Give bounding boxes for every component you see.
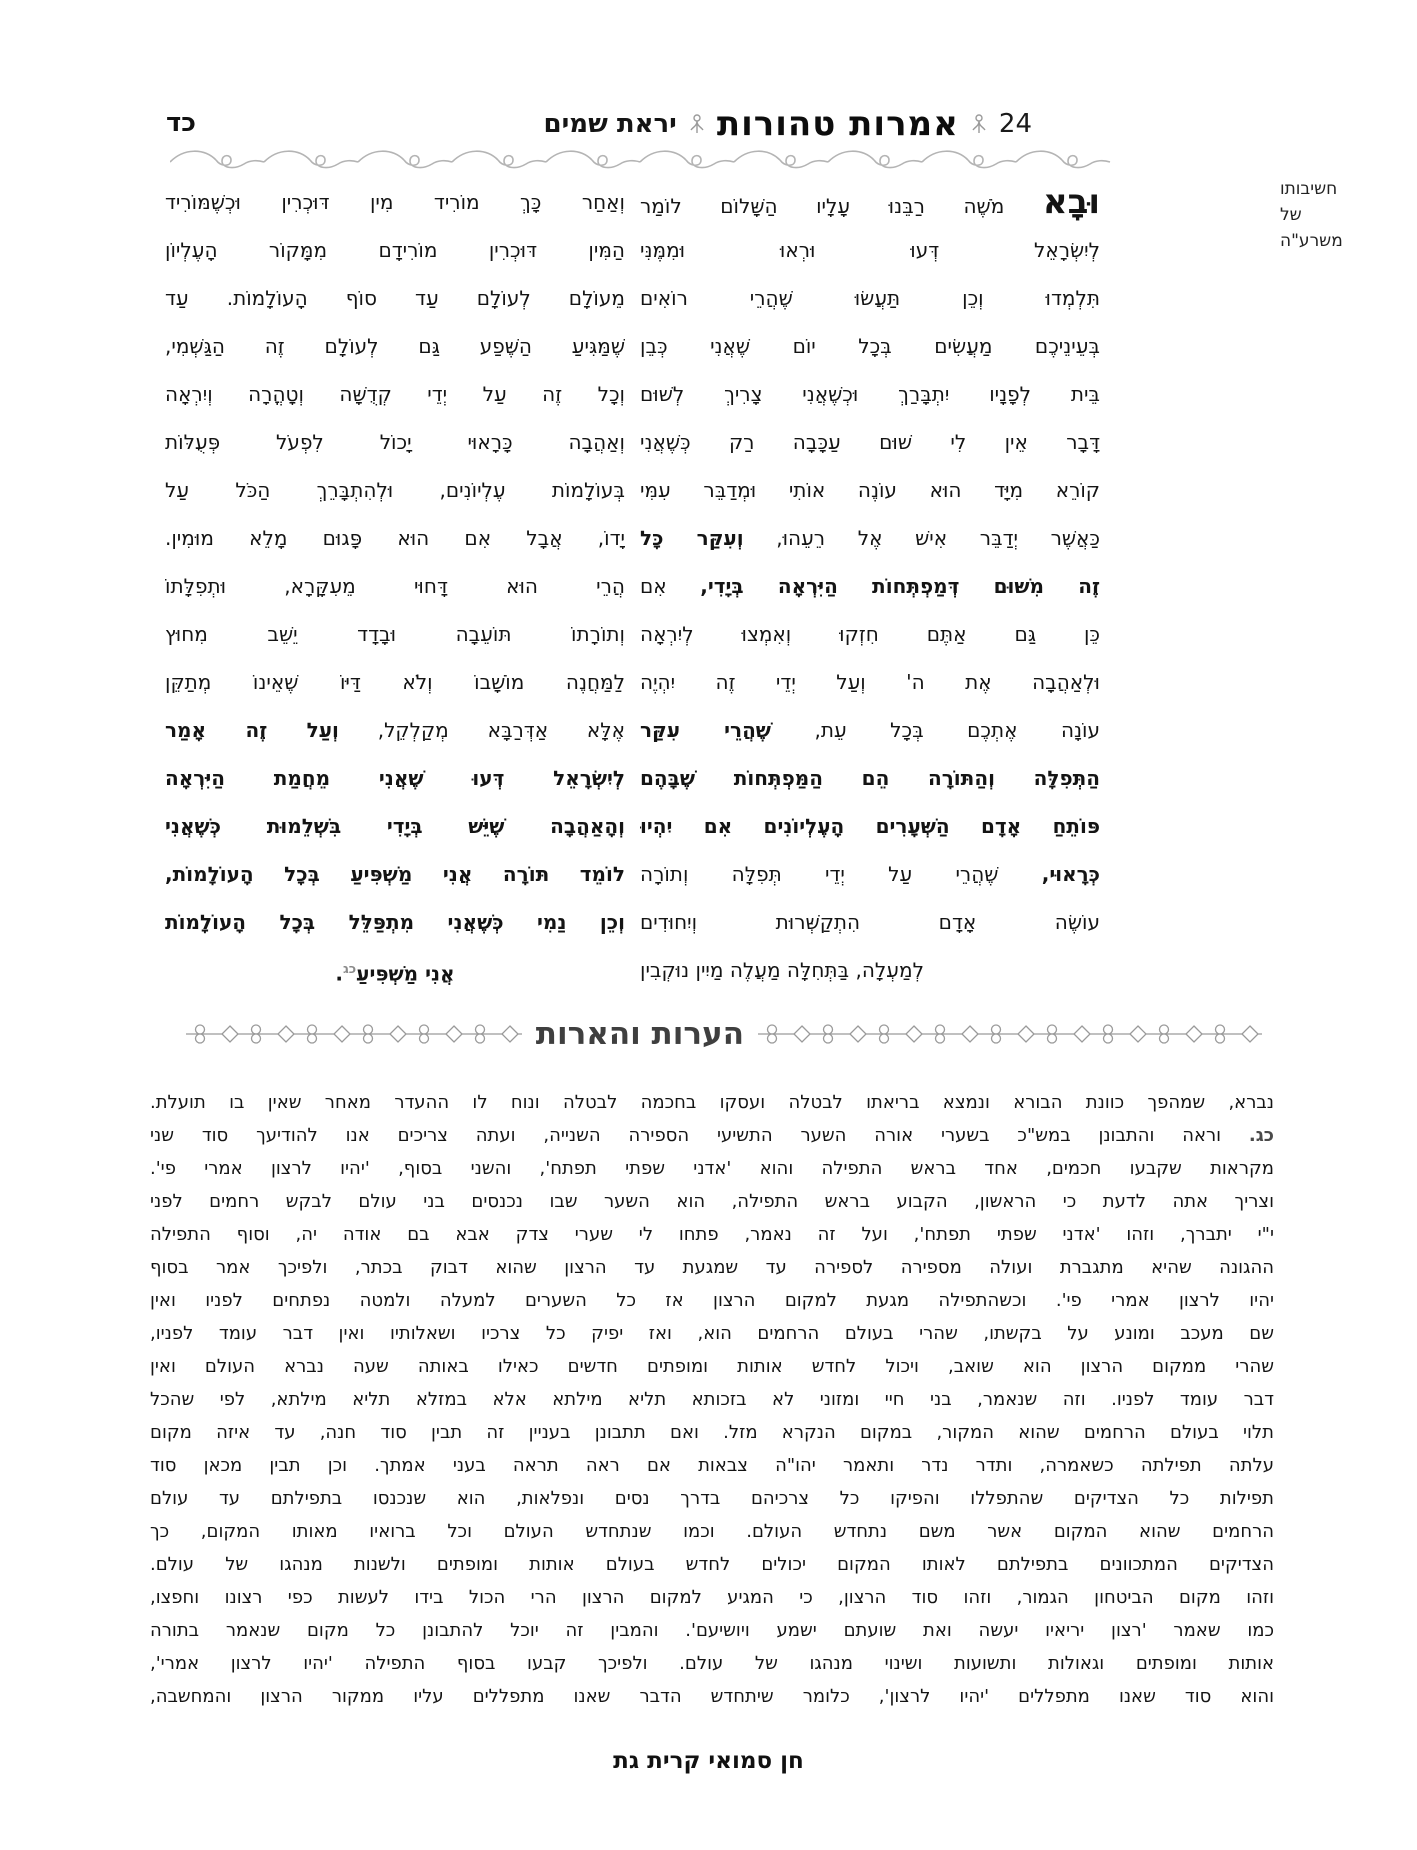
text-line: לוֹמֵד תּוֹרָה אֲנִי מַשְׁפִּיעַ בְּכָל הָעוֹלָמוֹת, bbox=[165, 862, 625, 886]
text-line: בְּעֵינֵיכֶם מַעֲשִׂים בְּכָל יוֹם שֶׁאֲנִי כְּבֵן bbox=[640, 334, 1100, 358]
text-line: שֶׁמַּגִּיעַ הַשֶּׁפַע גַּם לְעוֹלָם זֶה הַגַּשְׁמִי, bbox=[165, 334, 625, 358]
text-line: כמו שאמר 'רצון יריאיו יעשה ואת שועתם ישמע ויושיעם'. והמבין זה יוכל להתבונן כל מקום שנאמר בתורה bbox=[150, 1620, 1274, 1641]
text-line: פּוֹתֵחַ אָדָם הַשְּׁעָרִים הָעֶלְיוֹנִים אִם יִהְיוּ bbox=[640, 814, 1100, 838]
text-line: עוֹנָה אֶתְכֶם בְּכָל עֵת, שֶׁהֲרֵי עִקַּר bbox=[640, 718, 1100, 742]
text-line: וְכֵן נַמִי כְּשֶׁאֲנִי מִתְפַּלֵּל בְּכָל הָעוֹלָמוֹת bbox=[165, 910, 625, 934]
text-line: יָדוֹ, אֲבָל אִם הוּא פָּגוּם מָלֵא מוּמִין. bbox=[165, 526, 625, 550]
text-line: משרע"ה bbox=[1280, 231, 1343, 251]
text-line: אותות ומופתים וגאולות ותשועות ושינוי מנהגו של עולם. ולפיכך קבעו בסוף התפילה 'יהיו לרצון אמרי', bbox=[150, 1653, 1274, 1674]
main-column-right bbox=[640, 178, 1100, 998]
text-line: וצריך אתה לדעת כי הראשון, הקבוע בראש התפילה, הוא השער שבו נכנסים בני עולם לבקש רחמים לפני bbox=[150, 1191, 1274, 1212]
text-line: מקראות שקבעו חכמים, אחד בראש התפילה והוא 'אדני שפתי תפתח', והשני בסוף, 'יהיו לרצון אמרי פי'. bbox=[150, 1158, 1274, 1179]
header-flourish-divider bbox=[170, 146, 1115, 174]
text-line: וְאַהֲבָה כָּרָאוּי יָכוֹל לִפְעֹל פְּעֻלּוֹת bbox=[165, 430, 625, 454]
header-fleuron-icon bbox=[689, 113, 705, 135]
chain-ornament-left bbox=[186, 1021, 522, 1047]
text-line: כְּרָאוּי, שֶׁהֲרֵי עַל יְדֵי תְּפִלָּה וְתוֹרָה bbox=[640, 862, 1100, 886]
text-line: כֵּן גַּם אַתֶּם חִזְקוּ וְאִמְצוּ לְיִרְאָה bbox=[640, 622, 1100, 646]
text-line: מֵעוֹלָם לְעוֹלָם עַד סוֹף הָעוֹלָמוֹת. עַד bbox=[165, 286, 625, 310]
text-line: בְּעוֹלָמוֹת עֶלְיוֹנִים, וּלְהִתְבָּרֵךְ הַכֹּל עַל bbox=[165, 478, 625, 502]
page-footer: חן סמואי קרית גת bbox=[613, 1748, 804, 1774]
book-title: אמרות טהורות bbox=[716, 104, 959, 144]
text-line: הצדיקים המתכוונים בתפילתם לאותו המקום יכולים לחדש בעולם אותות ומופתים ולשנות מנהגו של עולם. bbox=[150, 1554, 1274, 1575]
margin-note bbox=[1280, 176, 1376, 254]
section-title: יראת שמים bbox=[543, 109, 677, 139]
text-line: יהיו לרצון אמרי פי'. וכשהתפילה מגעת למקום הרצון אז כל השערים למעלה ולמטה נפתחים לפניו ואין bbox=[150, 1290, 1274, 1311]
text-line: הֲרֵי הוּא דָּחוּי מֵעִקָּרָא, וּתְפִלָּתוֹ bbox=[165, 574, 625, 598]
text-line: עלתה תפילתה כשאמרה, ותדר נדר ותאמר יהו"ה צבאות אם ראה תראה בעני אמתך. וכן תבין מכאן סוד bbox=[150, 1455, 1274, 1476]
text-line: שהרי ממקום הרצון הוא שואב, ויכול לחדש אותות ומופתים חדשים כאילו באותה שעה נברא העולם ואין bbox=[150, 1356, 1274, 1377]
text-line: הַתְּפִלָּה וְהַתּוֹרָה הֵם הַמַּפְתְּחוֹת שֶׁבָּהֶם bbox=[640, 766, 1100, 790]
text-line: תִּלְמְדוּ וְכֵן תַּעֲשׂוּ שֶׁהֲרֵי רוֹאִים bbox=[640, 286, 1100, 310]
text-line: לַמַּחֲנֶה מוֹשָׁבוֹ וְלֹא דַּיּוֹ שֶׁאֵינוֹ מְתַקֵּן bbox=[165, 670, 625, 694]
page-header bbox=[544, 100, 1033, 148]
text-line: קוֹרֵא מִיָּד הוּא עוֹנֶה אוֹתִי וּמְדַבֵּר עִמִּי bbox=[640, 478, 1100, 502]
text-line: ההגונה שהיא מתגברת ועולה מספירה לספירה עד שמגעת עד הרצון שהוא דבוק בכתר, ולפיכך אמר בסוף bbox=[150, 1257, 1274, 1278]
daf-number: כד bbox=[166, 108, 197, 138]
text-line: דָּבָר אֵין לִי שׁוּם עַכָּבָה רַק כְּשֶׁאֲנִי bbox=[640, 430, 1100, 454]
text-line: לְמַעְלָה, בַּתְּחִלָּה מַעֲלֶה מַיִין נוּקְבִין bbox=[640, 958, 924, 982]
text-line: נברא, שמהפך כוונת הבורא ונמצא בריאתו לבטלה ועסקו בחכמה לבטלה ונוח לו ההעדר מאחר שאין בו תועלת. bbox=[150, 1092, 1274, 1113]
text-line: לְיִשְׂרָאֵל דְּעוּ שֶׁאֲנִי מֵחֲמַת הַיִּרְאָה bbox=[165, 766, 625, 790]
main-column-left bbox=[165, 178, 625, 998]
header-fleuron-icon bbox=[971, 113, 987, 135]
text-line: שם מעכב ומונע על בקשתו, שהרי בעולם הרחמים הוא, ואז יפיק כל צרכיו ושאלותיו ואין דבר עומד לפניו, bbox=[150, 1323, 1274, 1344]
text-line: והוא סוד שאנו מתפללים 'יהיו לרצון', כלומר שיתחדש הדבר שאנו מתפללים עליו ממקור הרצון והמחשבה, bbox=[150, 1686, 1274, 1707]
text-line: וְכָל זֶה עַל יְדֵי קְדֻשָּׁה וְטָהֳרָה וְיִרְאָה bbox=[165, 382, 625, 406]
text-line: וּלְאַהֲבָה אֶת ה' וְעַל יְדֵי זֶה יִהְיֶה bbox=[640, 670, 1100, 694]
text-line: תלוי בעולם הרחמים שהוא המקור, במקום הנקרא מזל. ואם תתבונן בעניין זה תבין סוד חנה, עד איזה מקום bbox=[150, 1422, 1274, 1443]
text-line: זֶה מִשּׁוּם דְּמַפְתְּחוֹת הַיִּרְאָה בְּיָדִי, אִם bbox=[640, 574, 1100, 598]
notes-section-title: הערות והארות bbox=[535, 1016, 744, 1052]
text-line: כג. וראה והתבונן במש"כ בשערי אורה השער התשיעי הספירה השנייה, ועתה צריכים אנו להודיעך סוד שני bbox=[150, 1125, 1274, 1146]
text-line: כַּאֲשֶׁר יְדַבֵּר אִישׁ אֶל רֵעֵהוּ, וְעִקַּר כָּל bbox=[640, 526, 1100, 550]
text-line: הַמִּין דּוּכְרִין מוֹרִידָם מִמָּקוֹר הָעֶלְיוֹן bbox=[165, 238, 625, 262]
text-line: י"י יתברך, וזהו 'אדני שפתי תפתח', ועל זה נאמר, פתחו לי שערי צדק אבא בם אודה יה, וסוף התפילה bbox=[150, 1224, 1274, 1245]
text-line: וְאַחַר כָּךְ מוֹרִיד מִין דּוּכְרִין וּכְשֶׁמּוֹרִיד bbox=[165, 190, 625, 214]
text-line: לְיִשְׂרָאֵל דְּעוּ וּרְאוּ וּמִמֶּנִּי bbox=[640, 238, 1100, 262]
main-text bbox=[165, 178, 1100, 998]
text-line: הרחמים שהוא המקום אשר משם נתחדש העולם. וכמו שנתחדש העולם וכל ברואיו מאותו המקום, כך bbox=[150, 1521, 1274, 1542]
text-line: של bbox=[1280, 205, 1302, 225]
text-line: בֵּית לְפָנָיו יִתְבָּרַךְ וּכְשֶׁאֲנִי צָרִיךְ לְשׁוּם bbox=[640, 382, 1100, 406]
text-line: אֲנִי מַשְׁפִּיעַ$^{כג}$. bbox=[335, 961, 455, 986]
text-line: דבר עומד לפניו. וזה שנאמר, בני חיי ומזוני לא בזכותא תליא מילתא אלא במזלא תליא מילתא, לפי שהכל bbox=[150, 1389, 1274, 1410]
footnotes-block bbox=[150, 1086, 1274, 1713]
notes-section-divider bbox=[158, 1008, 1276, 1060]
text-line: וְתוֹרָתוֹ תּוֹעֵבָה וּבָדָד יֵשֵׁב מִחוּץ bbox=[165, 622, 625, 646]
text-line: תפילות כל הצדיקים שהתפללו והפיקו כל צרכיהם בדרך נסים ונפלאות, הוא שנכנסו בתפילתם עד עולם bbox=[150, 1488, 1274, 1509]
chain-ornament-right bbox=[758, 1021, 1276, 1047]
siman-number: 24 bbox=[998, 109, 1032, 139]
text-line: וּבָא מֹשֶׁה רַבֵּנוּ עָלָיו הַשָּׁלוֹם לוֹמַר bbox=[640, 182, 1100, 222]
text-line: וזהו מקום הביטחון הגמור, וזהו סוד הרצון, כי המגיע למקום הרצון הרי הכול בידו לעשות כפי רצונו וחפצו, bbox=[150, 1587, 1274, 1608]
text-line: עוֹשֶׂה אָדָם הִתְקַשְּׁרוּת וְיִחוּדִים bbox=[640, 910, 1100, 934]
text-line: אֶלָּא אַדְּרַבָּא מְקַלְקֵל, וְעַל זֶה אָמַר bbox=[165, 718, 625, 742]
text-line: חשיבותו bbox=[1280, 179, 1338, 199]
text-line: וְהָאַהֲבָה שֶׁיֵּשׁ בְּיָדִי בִּשְׁלֵמוּת כְּשֶׁאֲנִי bbox=[165, 814, 625, 838]
